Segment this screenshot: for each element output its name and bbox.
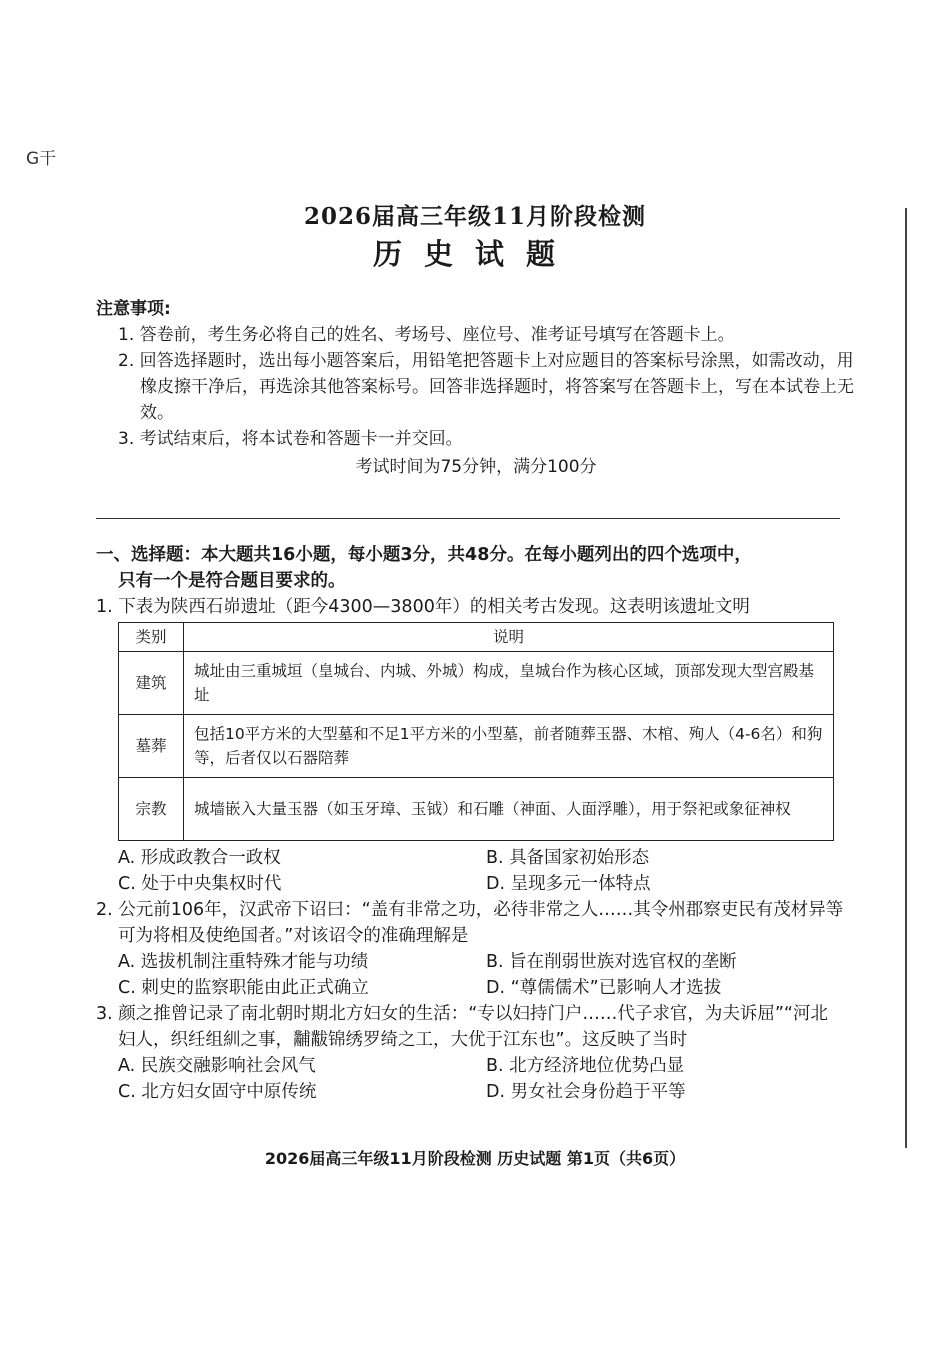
exam-subject-title: 历史试题 (372, 237, 577, 271)
notice-item-1: 1. 答卷前，考生务必将自己的姓名、考场号、座位号、准考证号填写在答题卡上。 (118, 325, 735, 345)
section-heading (96, 542, 844, 594)
table-cell-description: 城址由三重城垣（皇城台、内城、外城）构成，皇城台作为核心区域，顶部发现大型宫殿基址 (184, 652, 834, 715)
notice-heading: 注意事项: (96, 299, 171, 319)
section-heading-line-1: 一、选择题：本大题共16小题，每小题3分，共48分。在每小题列出的四个选项中， (96, 545, 752, 565)
table-cell-category: 墓葬 (119, 715, 184, 778)
section-separator (96, 518, 840, 519)
right-margin-rule (905, 208, 907, 1148)
option-c: C. 刺史的监察职能由此正式确立 (118, 978, 369, 998)
table-row (119, 778, 834, 841)
option-d: D. 呈现多元一体特点 (486, 874, 651, 894)
option-c: C. 北方妇女固守中原传统 (118, 1082, 317, 1102)
table-cell-description: 城墙嵌入大量玉器（如玉牙璋、玉钺）和石雕（神面、人面浮雕），用于祭祀或象征神权 (184, 778, 834, 841)
question-2 (96, 897, 844, 1001)
exam-duration-note: 考试时间为75分钟，满分100分 (355, 457, 597, 477)
table-row (119, 652, 834, 715)
question-1-table (118, 622, 834, 841)
section-heading-line-2: 只有一个是符合题目要求的。 (118, 571, 346, 591)
option-a: A. 形成政教合一政权 (118, 848, 281, 868)
table-row (119, 715, 834, 778)
option-a: A. 选拔机制注重特殊才能与功绩 (118, 952, 369, 972)
table-header-description: 说明 (184, 623, 834, 652)
option-b: B. 北方经济地位优势凸显 (486, 1056, 685, 1076)
table-header-row (119, 623, 834, 652)
question-2-stem: 2. 公元前106年，汉武帝下诏曰：“盖有非常之功，必待非常之人……其令州郡察吏民有茂材异等可为将相及使绝国者。”对该诏令的准确理解是 (96, 900, 844, 946)
question-1 (96, 594, 844, 897)
question-1-stem: 1. 下表为陕西石峁遗址（距今4300—3800年）的相关考古发现。这表明该遗址文明 (96, 597, 750, 617)
question-3 (96, 1001, 844, 1105)
option-c: C. 处于中央集权时代 (118, 874, 282, 894)
option-d: D. “尊儒儒术”已影响人才选拔 (486, 978, 722, 998)
exam-title: 2026届高三年级11月阶段检测 (303, 203, 647, 230)
notice-item-3: 3. 考试结束后，将本试卷和答题卡一并交回。 (118, 429, 463, 449)
page-footer: 2026届高三年级11月阶段检测 历史试题 第1页（共6页） (264, 1149, 686, 1168)
corner-handwritten-mark: G干 (26, 149, 57, 169)
table-cell-category: 建筑 (119, 652, 184, 715)
question-3-stem: 3. 颜之推曾记录了南北朝时期北方妇女的生活：“专以妇持门户……代子求官，为夫诉屈”“河北妇人，织纴组紃之事，黼黻锦绣罗绮之工，大优于江东也”。这反映了当时 (96, 1004, 828, 1050)
notice-item-2: 2. 回答选择题时，选出每小题答案后，用铅笔把答题卡上对应题目的答案标号涂黑，如需改动，用橡皮擦干净后，再选涂其他答案标号。回答非选择题时，将答案写在答题卡上，写在本试卷上无效。 (118, 351, 854, 423)
notice-block (96, 296, 856, 480)
option-d: D. 男女社会身份趋于平等 (486, 1082, 686, 1102)
table-cell-description: 包括10平方米的大型墓和不足1平方米的小型墓，前者随葬玉器、木棺、殉人（4-6名）和狗等，后者仅以石器陪葬 (184, 715, 834, 778)
option-a: A. 民族交融影响社会风气 (118, 1056, 316, 1076)
section-multiple-choice (96, 542, 844, 1105)
option-b: B. 具备国家初始形态 (486, 848, 650, 868)
question-1-options (96, 845, 844, 897)
table-cell-category: 宗教 (119, 778, 184, 841)
question-2-options (96, 949, 844, 1001)
question-3-options (96, 1053, 844, 1105)
table-header-category: 类别 (119, 623, 184, 652)
option-b: B. 旨在削弱世族对选官权的垄断 (486, 952, 737, 972)
